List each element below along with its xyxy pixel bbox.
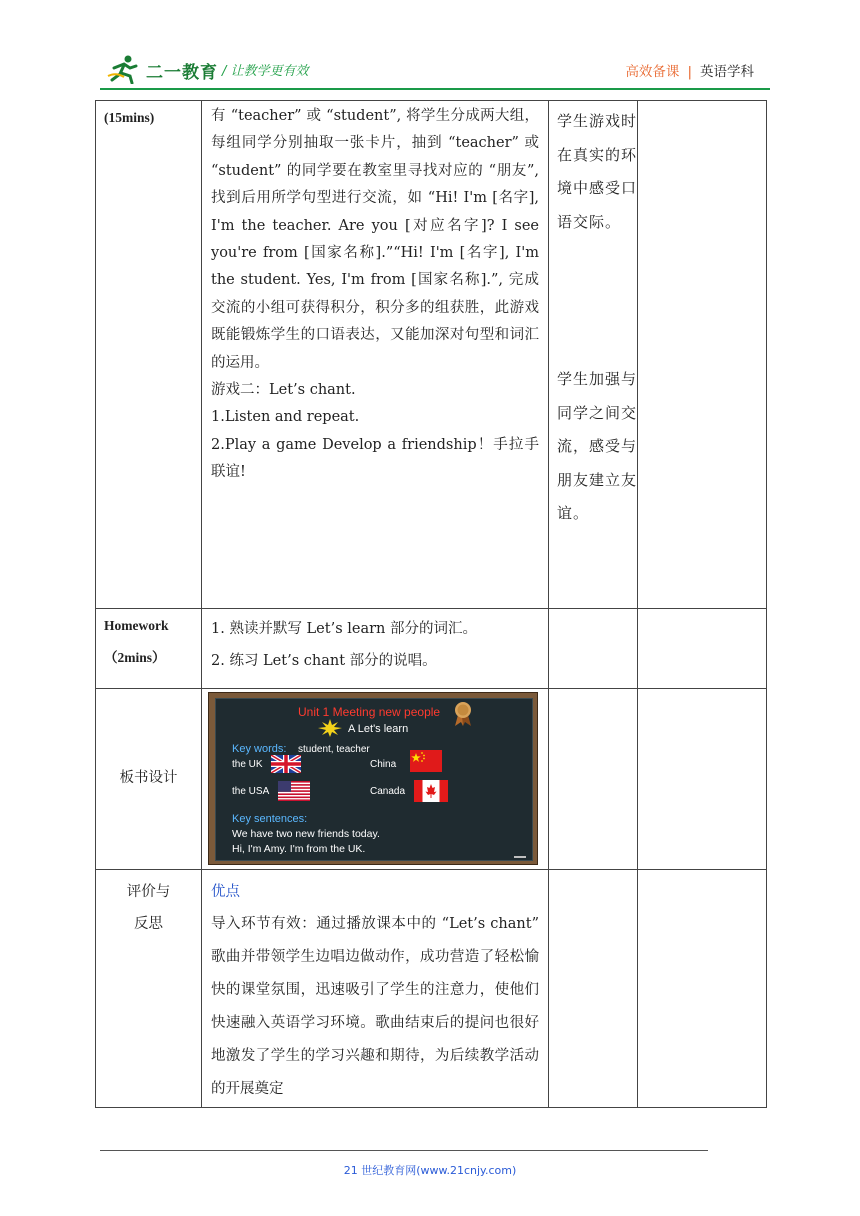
cell-empty [549,870,638,1108]
blackboard-image [208,692,538,865]
table-row-reflection [96,870,767,1108]
cell-empty [638,870,767,1108]
table-row-homework [96,609,767,689]
logo-text: 二一教育 [146,63,218,83]
footer-link[interactable]: 21 世纪教育网(www.21cnjy.com) [343,1164,517,1177]
page-header [100,48,770,88]
reflection-heading: 优点 [211,884,240,900]
activity-line-play: 2.Play a game Develop a friendship！手拉手联谊! [211,436,539,481]
country-uk: the UK [232,759,263,770]
cell-board-label [96,689,202,870]
cell-reflection-label [96,870,202,1108]
header-subject: 英语学科 [700,64,754,80]
homework-item: 1. 熟读并默写 Let’s learn 部分的词汇。 [211,621,477,637]
country-china: China [370,759,397,770]
board-title: Unit 1 Meeting new people [298,705,441,719]
cell-empty [638,101,767,609]
header-separator: | [687,64,692,80]
cell-board-image [202,689,549,870]
key-sentence: Hi, I'm Amy. I'm from the UK. [232,843,366,855]
country-usa: the USA [232,786,270,797]
slogan: / 让教学更有效 [222,64,309,79]
cell-empty [549,609,638,689]
medal-icon [452,701,474,727]
cell-empty [638,689,767,870]
china-flag-icon [410,750,442,772]
footer-divider [100,1150,708,1151]
purpose-text-a: 学生游戏时在真实的环境中感受口语交际。 [557,112,638,231]
activity-line-listen: 1.Listen and repeat. [211,409,360,426]
key-words-label: Key words: [232,743,287,755]
cell-reflection-text [202,870,549,1108]
canada-flag-icon [414,780,448,802]
usa-flag-icon [278,781,310,801]
cell-empty [638,609,767,689]
activity-paragraph: 有 “teacher” 或 “student”, 将学生分成两大组，每组同学分别抽取一张卡片，抽到 “teacher” 或 “student” 的同学要在教室里寻找对应的 “朋友”, 找到后用所学句型进行交流，如 “Hi! I'm [名字], I'm the teacher. Are you [对应名字]? I see you're from [国家名称].”“Hi! I'm [名字], I'm the student. Yes, I'm from [国家名称].”, 完成交流的小组可获得积分，积分多的组获胜，此游戏既能锻炼学生的口语表达，又能加深对句型和词汇的运用。 [211,108,539,371]
header-divider [100,88,770,90]
homework-item: 2. 练习 Let’s chant 部分的说唱。 [211,653,437,669]
star-burst-icon [318,719,342,737]
key-words: student, teacher [298,744,370,755]
cell-activity [202,101,549,609]
key-sentence: We have two new friends today. [232,828,380,840]
cell-empty [549,689,638,870]
homework-time: （2mins） [104,650,166,665]
activity-line-game2: 游戏二：Let’s chant. [211,382,356,399]
board-subtitle: A Let's learn [348,723,409,735]
blackboard-surface [215,698,533,861]
table-row-board [96,689,767,870]
header-tag-orange: 高效备课 [625,64,680,80]
reflection-label-1: 评价与 [126,884,171,900]
reflection-label-2: 反思 [134,916,163,932]
table-row-game [96,101,767,609]
purpose-text-b: 学生加强与同学之间交流，感受与朋友建立友谊。 [557,370,638,522]
country-canada: Canada [370,786,406,797]
cell-purpose [549,101,638,609]
cell-time [96,101,202,609]
homework-title: Homework [104,618,169,633]
lesson-plan-table [95,100,767,1108]
cell-homework-items [202,609,549,689]
reflection-paragraph: 导入环节有效：通过播放课本中的 “Let’s chant” 歌曲并带领学生边唱边做动作，成功营造了轻松愉快的课堂氛围，迅速吸引了学生的注意力，使他们快速融入英语学习环境。歌曲结束后的提问也很好地激发了学生的学习兴趣和期待，为后续教学活动的开展奠定 [211,916,539,1097]
key-sentences-label: Key sentences: [232,813,308,825]
board-label: 板书设计 [119,770,178,787]
chalk-piece [514,856,526,858]
cell-homework-label [96,609,202,689]
time-label: (15mins) [104,110,155,125]
runner-logo-icon [106,54,142,84]
header-right [625,60,754,80]
uk-flag-icon [271,755,301,773]
